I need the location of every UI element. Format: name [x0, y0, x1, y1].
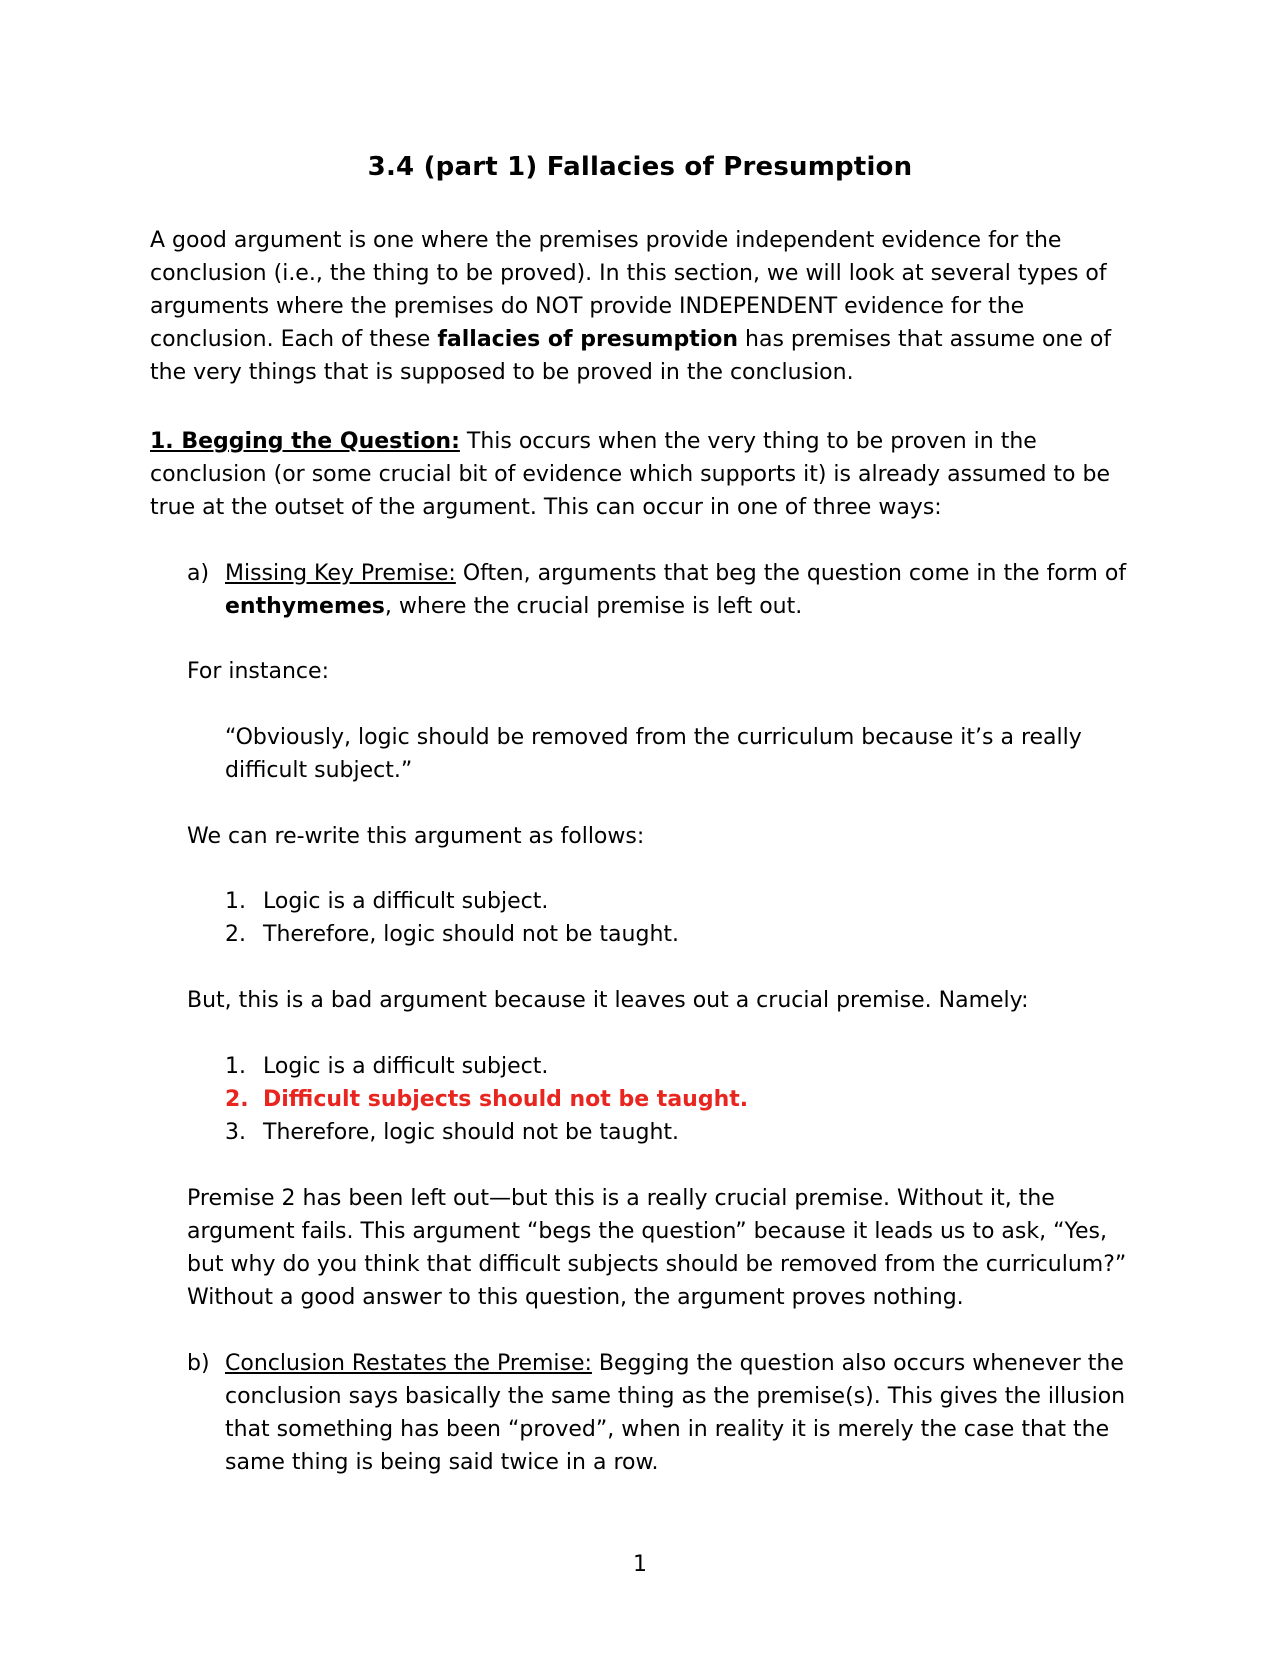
- intro-text-start: A good argument is one where the premises provide independent evidence for the conclusion (i.e., the thing to be proved). In this section, we will look at several types of arguments where the premises do NOT provide INDEPENDENT evidence for the conclusion. Each of these: [150, 228, 1107, 352]
- bad-argument-text: But, this is a bad argument because it leaves out a crucial premise. Namely:: [187, 988, 1029, 1013]
- intro-paragraph: [150, 224, 1140, 389]
- list-2-item-number: 3.: [225, 1120, 246, 1145]
- item-a-bold-term: enthymemes: [225, 594, 385, 619]
- for-instance-text: For instance:: [187, 659, 329, 684]
- missing-premise-text: Difficult subjects should not be taught.: [263, 1087, 749, 1112]
- section-1-heading: 1. Begging the Question:: [150, 429, 460, 454]
- rewrite-intro-text: We can re-write this argument as follows:: [187, 824, 645, 849]
- item-a-label: Missing Key Premise:: [225, 561, 456, 586]
- item-b-marker: b): [187, 1351, 210, 1376]
- item-a-marker: a): [187, 561, 210, 586]
- intro-bold-term: fallacies of presumption: [437, 327, 739, 352]
- list-2-item-number: 2.: [225, 1087, 249, 1112]
- list-1-item-text: Logic is a difficult subject.: [263, 889, 549, 914]
- list-2-item-number: 1.: [225, 1054, 246, 1079]
- page-title: 3.4 (part 1) Fallacies of Presumption: [367, 152, 913, 182]
- list-2-item-text: Logic is a difficult subject.: [263, 1054, 549, 1079]
- section-1-paragraph: [150, 425, 1140, 524]
- item-a-text-end: , where the crucial premise is left out.: [384, 594, 803, 619]
- item-b-body: [225, 1347, 1147, 1479]
- item-b-label: Conclusion Restates the Premise:: [225, 1351, 592, 1376]
- list-1-item-number: 2.: [225, 922, 246, 947]
- item-a-body: [225, 557, 1137, 623]
- list-1-item-number: 1.: [225, 889, 246, 914]
- list-2-item-text: Therefore, logic should not be taught.: [263, 1120, 680, 1145]
- list-1-item-text: Therefore, logic should not be taught.: [263, 922, 680, 947]
- item-b-text: Begging the question also occurs whenever the conclusion says basically the same thing as the premise(s). This gives the illusion that something has been “proved”, when in reality it is merely the case that the same thing is being said twice in a row.: [225, 1351, 1126, 1475]
- example-quote: “Obviously, logic should be removed from the curriculum because it’s a really difficult subject.”: [225, 725, 1082, 783]
- page-number: 1: [633, 1552, 647, 1577]
- section-1-text: This occurs when the very thing to be proven in the conclusion (or some crucial bit of evidence which supports it) is already assumed to be true at the outset of the argument. This can occur in one of three ways:: [150, 429, 1110, 520]
- intro-text-end: has premises that assume one of the very things that is supposed to be proved in the conclusion.: [150, 327, 1112, 385]
- premise-2-paragraph: Premise 2 has been left out—but this is a really crucial premise. Without it, the argument fails. This argument “begs the question” because it leads us to ask, “Yes, but why do you think that difficult subjects should be removed from the curriculum?” Without a good answer to this question, the argument proves nothing.: [187, 1186, 1127, 1310]
- item-a-text: Often, arguments that beg the question come in the form of: [455, 561, 1127, 586]
